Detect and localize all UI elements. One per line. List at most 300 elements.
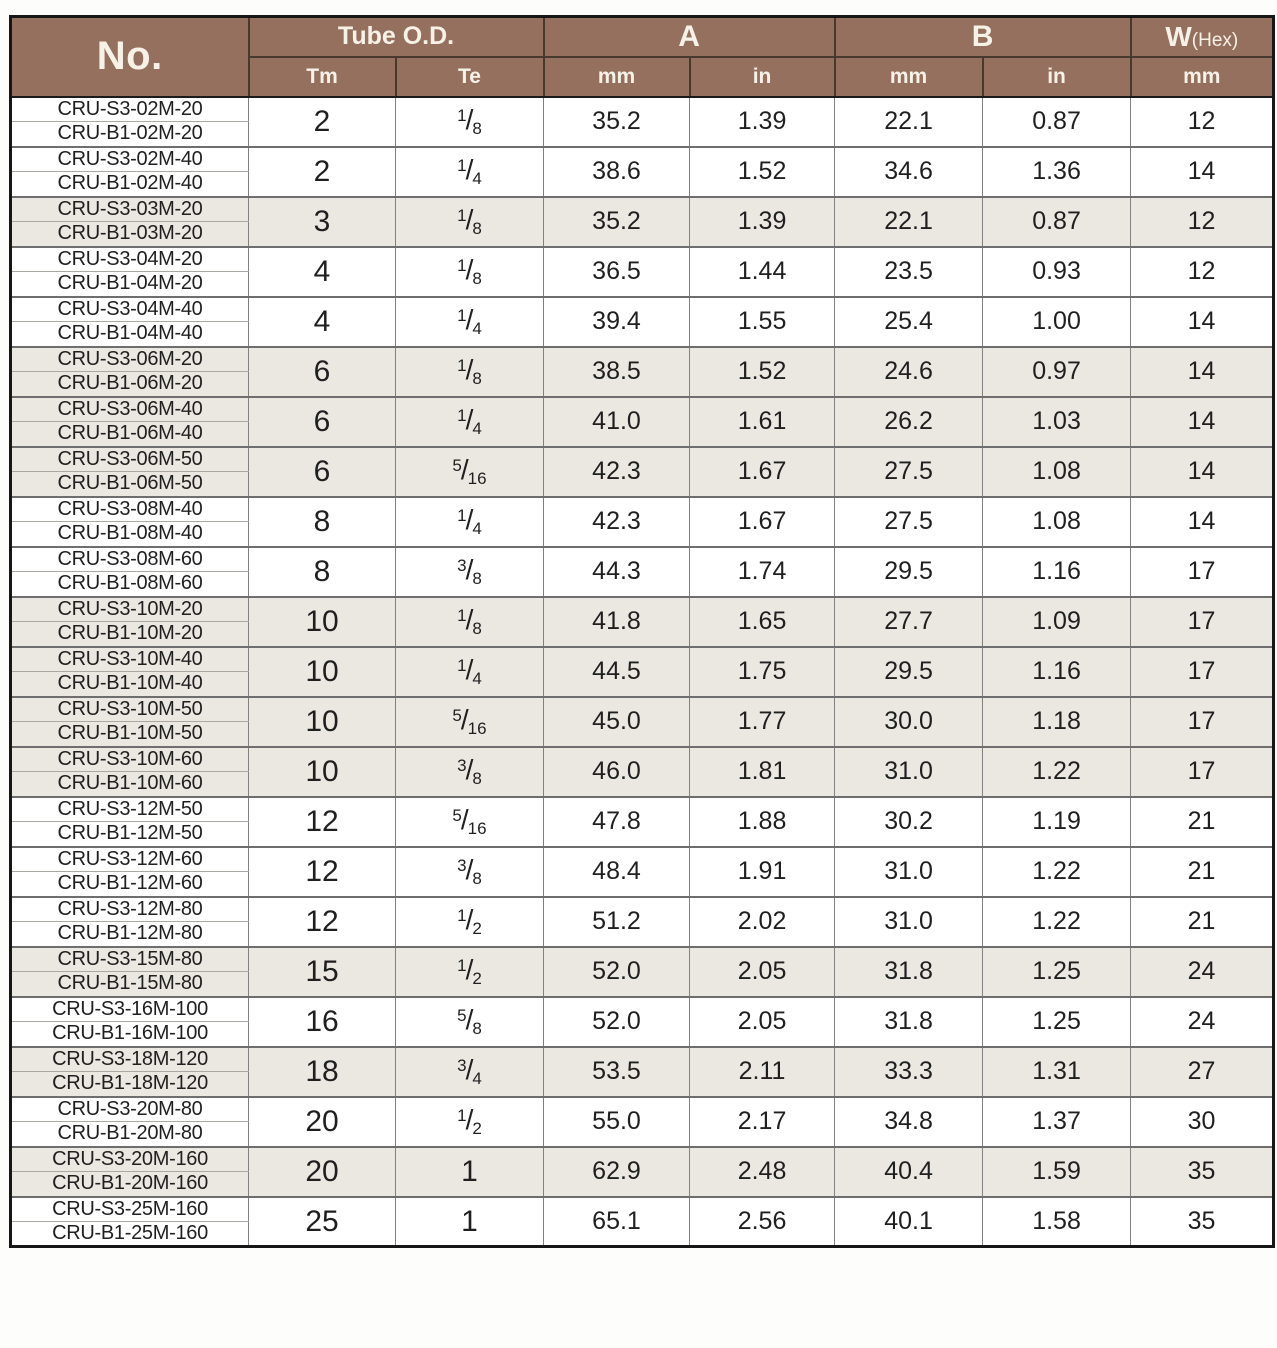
fraction-value: [457, 754, 482, 789]
part-number-b1: CRU-B1-10M-50: [11, 722, 249, 747]
cell-b-in: 1.09: [983, 597, 1131, 647]
part-number-s3: CRU-S3-10M-50: [11, 697, 249, 722]
cell-b-mm: 29.5: [835, 547, 983, 597]
cell-tube-od-te: [396, 297, 544, 347]
fraction-denominator: 2: [472, 1119, 482, 1139]
fraction-value: [452, 804, 487, 839]
cell-a-mm: 62.9: [544, 1147, 690, 1197]
fraction-value: [457, 504, 482, 539]
cell-a-mm: 42.3: [544, 497, 690, 547]
cell-a-in: 1.65: [690, 597, 835, 647]
cell-tube-od-te: [396, 247, 544, 297]
cell-a-mm: 53.5: [544, 1047, 690, 1097]
cell-tube-od-te: [396, 997, 544, 1047]
cell-tube-od-te: [396, 897, 544, 947]
cell-b-mm: 24.6: [835, 347, 983, 397]
fraction-slash: /: [465, 654, 474, 686]
fraction-value: [457, 254, 482, 289]
fraction-slash: /: [465, 154, 474, 186]
cell-b-mm: 25.4: [835, 297, 983, 347]
cell-tube-od-tm: 3: [249, 197, 396, 247]
cell-a-in: 2.48: [690, 1147, 835, 1197]
fraction-numerator: 1: [457, 1105, 467, 1125]
cell-tube-od-te: [396, 947, 544, 997]
fraction-slash: /: [465, 504, 474, 536]
part-number-b1: CRU-B1-02M-40: [11, 172, 249, 197]
fraction-numerator: 1: [457, 305, 467, 325]
cell-a-in: 1.39: [690, 97, 835, 147]
part-number-b1: CRU-B1-10M-40: [11, 672, 249, 697]
cell-b-in: 1.22: [983, 847, 1131, 897]
cell-b-in: 0.93: [983, 247, 1131, 297]
cell-w-mm: 24: [1131, 997, 1274, 1047]
cell-b-mm: 31.0: [835, 847, 983, 897]
cell-b-mm: 22.1: [835, 97, 983, 147]
part-number-b1: CRU-B1-03M-20: [11, 222, 249, 247]
cell-a-mm: 42.3: [544, 447, 690, 497]
cell-b-in: 1.16: [983, 547, 1131, 597]
fraction-slash: /: [465, 354, 474, 386]
cell-b-mm: 30.2: [835, 797, 983, 847]
table-row-s3: [11, 947, 1274, 972]
cell-tube-od-te: [396, 347, 544, 397]
cell-tube-od-te: [396, 747, 544, 797]
hex-label: (Hex): [1191, 29, 1239, 51]
cell-a-in: 1.52: [690, 147, 835, 197]
cell-b-mm: 29.5: [835, 647, 983, 697]
cell-tube-od-tm: 16: [249, 997, 396, 1047]
part-number-s3: CRU-S3-10M-40: [11, 647, 249, 672]
fraction-slash: /: [460, 454, 469, 486]
cell-a-in: 1.39: [690, 197, 835, 247]
cell-w-mm: 27: [1131, 1047, 1274, 1097]
fraction-value: [457, 204, 482, 239]
table-row-s3: [11, 197, 1274, 222]
fraction-slash: /: [460, 704, 469, 736]
table-row-s3: [11, 647, 1274, 672]
cell-tube-od-te: [396, 697, 544, 747]
part-number-b1: CRU-B1-04M-20: [11, 272, 249, 297]
cell-b-in: 1.19: [983, 797, 1131, 847]
fraction-denominator: 4: [472, 669, 482, 689]
cell-b-mm: 40.1: [835, 1197, 983, 1247]
cell-b-in: 0.87: [983, 197, 1131, 247]
part-number-s3: CRU-S3-10M-20: [11, 597, 249, 622]
fraction-denominator: 4: [472, 519, 482, 539]
table-row-s3: [11, 1097, 1274, 1122]
cell-w-mm: 12: [1131, 197, 1274, 247]
cell-b-in: 1.03: [983, 397, 1131, 447]
fraction-numerator: 1: [461, 1204, 478, 1238]
fraction-denominator: 16: [467, 719, 487, 739]
cell-tube-od-tm: 4: [249, 297, 396, 347]
cell-tube-od-te: [396, 197, 544, 247]
part-number-b1: CRU-B1-15M-80: [11, 972, 249, 997]
cell-a-mm: 39.4: [544, 297, 690, 347]
table-row-s3: [11, 1147, 1274, 1172]
part-number-b1: CRU-B1-12M-80: [11, 922, 249, 947]
fraction-value: [457, 604, 482, 639]
table-row-s3: [11, 747, 1274, 772]
fraction-denominator: 8: [472, 619, 482, 639]
cell-w-mm: 30: [1131, 1097, 1274, 1147]
part-number-b1: CRU-B1-06M-50: [11, 472, 249, 497]
cell-tube-od-tm: 20: [249, 1097, 396, 1147]
cell-b-mm: 34.8: [835, 1097, 983, 1147]
table-row-s3: [11, 97, 1274, 122]
cell-a-mm: 38.5: [544, 347, 690, 397]
cell-w-mm: 14: [1131, 447, 1274, 497]
cell-b-mm: 31.8: [835, 947, 983, 997]
fraction-denominator: 8: [472, 1019, 482, 1039]
fraction-slash: /: [465, 104, 474, 136]
fraction-numerator: 5: [452, 705, 462, 725]
part-number-s3: CRU-S3-12M-60: [11, 847, 249, 872]
fraction-value: [457, 904, 482, 939]
cell-b-in: 1.36: [983, 147, 1131, 197]
part-number-b1: CRU-B1-12M-50: [11, 822, 249, 847]
cell-a-in: 2.05: [690, 947, 835, 997]
fraction-denominator: 4: [472, 169, 482, 189]
cell-a-in: 1.88: [690, 797, 835, 847]
fraction-numerator: 1: [457, 605, 467, 625]
part-number-b1: CRU-B1-06M-40: [11, 422, 249, 447]
cell-b-in: 1.25: [983, 947, 1131, 997]
fraction-value: [457, 954, 482, 989]
cell-tube-od-tm: 18: [249, 1047, 396, 1097]
fraction-value: [457, 104, 482, 139]
cell-b-mm: 31.0: [835, 747, 983, 797]
table-body: [11, 97, 1274, 1247]
part-number-s3: CRU-S3-08M-60: [11, 547, 249, 572]
subcol-header-te: Te: [396, 57, 544, 97]
cell-a-in: 2.56: [690, 1197, 835, 1247]
table-row-s3: [11, 697, 1274, 722]
fraction-value: [457, 854, 482, 889]
fraction-value: [457, 1104, 482, 1139]
cell-a-in: 1.74: [690, 547, 835, 597]
cell-a-mm: 52.0: [544, 947, 690, 997]
cell-b-mm: 33.3: [835, 1047, 983, 1097]
table-row-s3: [11, 147, 1274, 172]
part-number-b1: CRU-B1-18M-120: [11, 1072, 249, 1097]
fraction-numerator: 1: [457, 905, 467, 925]
fraction-numerator: 3: [457, 755, 467, 775]
fraction-numerator: 1: [457, 205, 467, 225]
cell-tube-od-tm: 25: [249, 1197, 396, 1247]
subcol-header-w-mm: mm: [1131, 57, 1274, 97]
fraction-value: [457, 154, 482, 189]
cell-tube-od-tm: 20: [249, 1147, 396, 1197]
fraction-numerator: 5: [452, 455, 462, 475]
part-number-s3: CRU-S3-04M-20: [11, 247, 249, 272]
part-number-s3: CRU-S3-20M-160: [11, 1147, 249, 1172]
cell-w-mm: 35: [1131, 1147, 1274, 1197]
col-header-a: A: [544, 17, 835, 57]
part-number-b1: CRU-B1-20M-80: [11, 1122, 249, 1147]
part-number-s3: CRU-S3-16M-100: [11, 997, 249, 1022]
part-number-s3: CRU-S3-06M-50: [11, 447, 249, 472]
fraction-numerator: 1: [457, 255, 467, 275]
fraction-value: [457, 654, 482, 689]
part-number-b1: CRU-B1-10M-60: [11, 772, 249, 797]
cell-tube-od-te: [396, 847, 544, 897]
cell-tube-od-tm: 2: [249, 147, 396, 197]
cell-b-in: 1.18: [983, 697, 1131, 747]
part-number-s3: CRU-S3-06M-20: [11, 347, 249, 372]
part-number-s3: CRU-S3-02M-40: [11, 147, 249, 172]
cell-w-mm: 21: [1131, 847, 1274, 897]
fraction-slash: /: [465, 604, 474, 636]
part-number-b1: CRU-B1-20M-160: [11, 1172, 249, 1197]
fraction-numerator: 5: [452, 805, 462, 825]
part-number-s3: CRU-S3-04M-40: [11, 297, 249, 322]
part-number-s3: CRU-S3-03M-20: [11, 197, 249, 222]
fraction-slash: /: [465, 404, 474, 436]
fraction-value: [457, 404, 482, 439]
cell-tube-od-te: [396, 1147, 544, 1197]
cell-b-mm: 27.5: [835, 497, 983, 547]
cell-b-mm: 34.6: [835, 147, 983, 197]
part-number-s3: CRU-S3-02M-20: [11, 97, 249, 122]
header-row-main: [11, 17, 1274, 57]
cell-tube-od-te: [396, 797, 544, 847]
table-row-s3: [11, 1197, 1274, 1222]
cell-a-in: 2.05: [690, 997, 835, 1047]
fraction-value: [457, 354, 482, 389]
fraction-slash: /: [465, 554, 474, 586]
col-header-w-hex: [1131, 17, 1274, 57]
fraction-numerator: 1: [457, 505, 467, 525]
cell-w-mm: 14: [1131, 397, 1274, 447]
cell-tube-od-te: [396, 547, 544, 597]
cell-tube-od-tm: 6: [249, 397, 396, 447]
table-row-s3: [11, 347, 1274, 372]
cell-a-mm: 41.0: [544, 397, 690, 447]
cell-tube-od-tm: 8: [249, 547, 396, 597]
cell-tube-od-tm: 8: [249, 497, 396, 547]
part-number-b1: CRU-B1-12M-60: [11, 872, 249, 897]
part-number-b1: CRU-B1-16M-100: [11, 1022, 249, 1047]
fraction-value: [457, 554, 482, 589]
table-row-s3: [11, 497, 1274, 522]
subcol-header-b-mm: mm: [835, 57, 983, 97]
cell-tube-od-te: [396, 147, 544, 197]
part-number-b1: CRU-B1-25M-160: [11, 1222, 249, 1247]
cell-a-in: 1.75: [690, 647, 835, 697]
fraction-denominator: 8: [472, 269, 482, 289]
cell-b-in: 0.87: [983, 97, 1131, 147]
cell-b-mm: 40.4: [835, 1147, 983, 1197]
cell-b-in: 1.22: [983, 747, 1131, 797]
cell-a-mm: 44.5: [544, 647, 690, 697]
cell-a-mm: 44.3: [544, 547, 690, 597]
fraction-numerator: 1: [457, 655, 467, 675]
table-row-s3: [11, 847, 1274, 872]
fraction-denominator: 2: [472, 919, 482, 939]
fraction-denominator: 8: [472, 219, 482, 239]
table-row-s3: [11, 447, 1274, 472]
fraction-denominator: 4: [472, 1069, 482, 1089]
cell-a-mm: 45.0: [544, 697, 690, 747]
cell-a-mm: 51.2: [544, 897, 690, 947]
table-row-s3: [11, 997, 1274, 1022]
cell-b-in: 1.00: [983, 297, 1131, 347]
cell-a-in: 1.91: [690, 847, 835, 897]
cell-tube-od-te: [396, 597, 544, 647]
cell-a-mm: 48.4: [544, 847, 690, 897]
cell-a-in: 2.11: [690, 1047, 835, 1097]
cell-w-mm: 21: [1131, 897, 1274, 947]
fraction-value: [457, 1004, 482, 1039]
cell-a-mm: 35.2: [544, 97, 690, 147]
table-row-s3: [11, 247, 1274, 272]
cell-w-mm: 12: [1131, 247, 1274, 297]
table-row-s3: [11, 547, 1274, 572]
fraction-slash: /: [465, 1004, 474, 1036]
cell-b-in: 1.59: [983, 1147, 1131, 1197]
fraction-value: [457, 1054, 482, 1089]
cell-a-mm: 36.5: [544, 247, 690, 297]
cell-tube-od-tm: 6: [249, 447, 396, 497]
cell-tube-od-tm: 10: [249, 697, 396, 747]
part-number-s3: CRU-S3-10M-60: [11, 747, 249, 772]
cell-a-mm: 47.8: [544, 797, 690, 847]
cell-tube-od-te: [396, 397, 544, 447]
part-number-b1: CRU-B1-08M-40: [11, 522, 249, 547]
table-row-s3: [11, 897, 1274, 922]
cell-a-mm: 52.0: [544, 997, 690, 1047]
part-number-s3: CRU-S3-12M-80: [11, 897, 249, 922]
cell-b-in: 1.58: [983, 1197, 1131, 1247]
part-number-s3: CRU-S3-18M-120: [11, 1047, 249, 1072]
fraction-numerator: 1: [461, 1154, 478, 1188]
fraction-slash: /: [465, 304, 474, 336]
cell-b-in: 1.08: [983, 447, 1131, 497]
cell-tube-od-tm: 12: [249, 897, 396, 947]
w-label: W: [1165, 20, 1192, 52]
cell-a-in: 1.67: [690, 447, 835, 497]
cell-w-mm: 21: [1131, 797, 1274, 847]
cell-b-in: 1.37: [983, 1097, 1131, 1147]
cell-a-in: 1.44: [690, 247, 835, 297]
fraction-numerator: 1: [457, 155, 467, 175]
cell-a-mm: 41.8: [544, 597, 690, 647]
part-number-s3: CRU-S3-12M-50: [11, 797, 249, 822]
cell-tube-od-tm: 12: [249, 847, 396, 897]
cell-a-in: 1.67: [690, 497, 835, 547]
cell-tube-od-te: [396, 647, 544, 697]
cell-w-mm: 17: [1131, 597, 1274, 647]
fraction-value: [461, 1154, 478, 1188]
fraction-denominator: 4: [472, 319, 482, 339]
cell-tube-od-te: [396, 1197, 544, 1247]
cell-tube-od-tm: 10: [249, 747, 396, 797]
cell-b-mm: 30.0: [835, 697, 983, 747]
cell-a-in: 1.52: [690, 347, 835, 397]
cell-w-mm: 17: [1131, 647, 1274, 697]
fraction-denominator: 8: [472, 369, 482, 389]
cell-tube-od-tm: 10: [249, 647, 396, 697]
fraction-value: [452, 454, 487, 489]
cell-b-in: 1.25: [983, 997, 1131, 1047]
fraction-slash: /: [465, 904, 474, 936]
cell-b-mm: 22.1: [835, 197, 983, 247]
cell-a-mm: 65.1: [544, 1197, 690, 1247]
part-number-b1: CRU-B1-06M-20: [11, 372, 249, 397]
fraction-slash: /: [465, 204, 474, 236]
cell-a-in: 2.02: [690, 897, 835, 947]
fraction-value: [452, 704, 487, 739]
fraction-numerator: 1: [457, 955, 467, 975]
subcol-header-a-in: in: [690, 57, 835, 97]
cell-b-mm: 27.7: [835, 597, 983, 647]
cell-tube-od-tm: 6: [249, 347, 396, 397]
cell-w-mm: 14: [1131, 147, 1274, 197]
part-number-s3: CRU-S3-20M-80: [11, 1097, 249, 1122]
cell-b-in: 1.31: [983, 1047, 1131, 1097]
cell-tube-od-tm: 12: [249, 797, 396, 847]
cell-a-in: 2.17: [690, 1097, 835, 1147]
subcol-header-tm: Tm: [249, 57, 396, 97]
fraction-slash: /: [465, 254, 474, 286]
cell-b-mm: 31.8: [835, 997, 983, 1047]
cell-tube-od-tm: 4: [249, 247, 396, 297]
fraction-numerator: 1: [457, 405, 467, 425]
cell-w-mm: 12: [1131, 97, 1274, 147]
cell-tube-od-te: [396, 97, 544, 147]
fraction-denominator: 4: [472, 419, 482, 439]
fraction-numerator: 1: [457, 105, 467, 125]
fraction-denominator: 8: [472, 119, 482, 139]
fraction-value: [457, 304, 482, 339]
fraction-denominator: 8: [472, 769, 482, 789]
cell-a-in: 1.81: [690, 747, 835, 797]
cell-b-in: 1.16: [983, 647, 1131, 697]
cell-tube-od-tm: 15: [249, 947, 396, 997]
fraction-denominator: 8: [472, 869, 482, 889]
subcol-header-b-in: in: [983, 57, 1131, 97]
col-header-no: No.: [11, 17, 249, 97]
part-number-b1: CRU-B1-08M-60: [11, 572, 249, 597]
cell-a-in: 1.55: [690, 297, 835, 347]
cell-b-mm: 27.5: [835, 447, 983, 497]
table-row-s3: [11, 597, 1274, 622]
cell-b-mm: 26.2: [835, 397, 983, 447]
part-number-b1: CRU-B1-02M-20: [11, 122, 249, 147]
fraction-denominator: 16: [467, 819, 487, 839]
cell-w-mm: 14: [1131, 347, 1274, 397]
fraction-numerator: 1: [457, 355, 467, 375]
cell-b-in: 0.97: [983, 347, 1131, 397]
fraction-value: [461, 1204, 478, 1238]
cell-a-mm: 38.6: [544, 147, 690, 197]
cell-a-in: 1.61: [690, 397, 835, 447]
fraction-numerator: 3: [457, 1055, 467, 1075]
cell-w-mm: 17: [1131, 547, 1274, 597]
cell-a-mm: 35.2: [544, 197, 690, 247]
fraction-slash: /: [465, 954, 474, 986]
part-number-s3: CRU-S3-08M-40: [11, 497, 249, 522]
cell-w-mm: 17: [1131, 747, 1274, 797]
table-row-s3: [11, 797, 1274, 822]
cell-tube-od-te: [396, 497, 544, 547]
cell-w-mm: 35: [1131, 1197, 1274, 1247]
cell-w-mm: 24: [1131, 947, 1274, 997]
col-header-tube-od: Tube O.D.: [249, 17, 544, 57]
fraction-denominator: 2: [472, 969, 482, 989]
cell-w-mm: 14: [1131, 497, 1274, 547]
